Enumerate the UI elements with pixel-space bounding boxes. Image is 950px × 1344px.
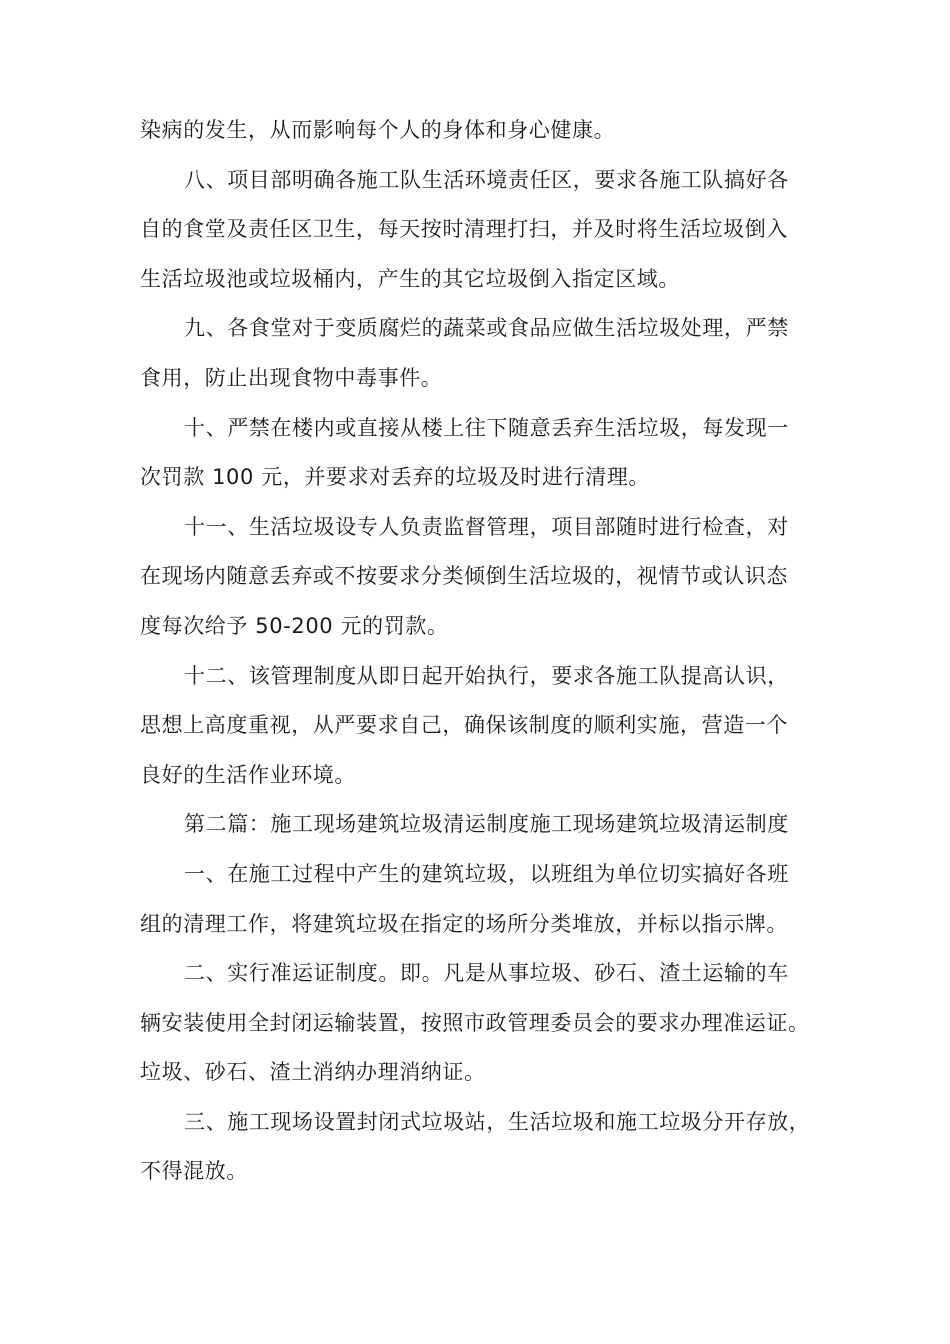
text-line: 三、施工现场设置封闭式垃圾站，生活垃圾和施工垃圾分开存放， xyxy=(184,1109,811,1134)
text-line: 垃圾、砂石、渣土消纳办理消纳证。 xyxy=(140,1060,486,1085)
text-line: 八、项目部明确各施工队生活环境责任区，要求各施工队搞好各 xyxy=(184,167,789,192)
text-line: 思想上高度重视，从严要求自己，确保该制度的顺利实施，营造一个 xyxy=(140,713,788,738)
section-heading: 第二篇：施工现场建筑垃圾清运制度施工现场建筑垃圾清运制度 xyxy=(184,812,789,837)
text-line: 染病的发生，从而影响每个人的身体和身心健康。 xyxy=(140,118,616,142)
text-line: 在现场内随意丢弃或不按要求分类倾倒生活垃圾的，视情节或认识态 xyxy=(140,564,788,589)
text-line: 度每次给予 50-200 元的罚款。 xyxy=(140,613,449,638)
text-line: 一、在施工过程中产生的建筑垃圾，以班组为单位切实搞好各班 xyxy=(184,861,789,886)
text-line: 食用，防止出现食物中毒事件。 xyxy=(140,365,443,390)
text-line: 组的清理工作，将建筑垃圾在指定的场所分类堆放，并标以指示牌。 xyxy=(140,911,788,936)
document-body xyxy=(140,106,820,1197)
text-line: 十一、生活垃圾设专人负责监督管理，项目部随时进行检查，对 xyxy=(184,514,789,539)
text-line: 生活垃圾池或垃圾桶内，产生的其它垃圾倒入指定区域。 xyxy=(140,266,680,291)
text-line: 良好的生活作业环境。 xyxy=(140,762,356,787)
text-line: 自的食堂及责任区卫生，每天按时清理打扫，并及时将生活垃圾倒入 xyxy=(140,217,788,242)
text-line: 二、实行准运证制度。即。凡是从事垃圾、砂石、渣土运输的车 xyxy=(184,961,789,986)
text-line: 十、严禁在楼内或直接从楼上往下随意丢弃生活垃圾，每发现一 xyxy=(184,415,789,440)
text-line: 十二、该管理制度从即日起开始执行，要求各施工队提高认识， xyxy=(184,663,789,688)
text-line: 九、各食堂对于变质腐烂的蔬菜或食品应做生活垃圾处理，严禁 xyxy=(184,316,789,341)
text-line: 次罚款 100 元，并要求对丢弃的垃圾及时进行清理。 xyxy=(140,465,651,490)
text-line: 辆安装使用全封闭运输装置，按照市政管理委员会的要求办理准运证。 xyxy=(140,1010,810,1035)
text-line: 不得混放。 xyxy=(140,1159,248,1184)
